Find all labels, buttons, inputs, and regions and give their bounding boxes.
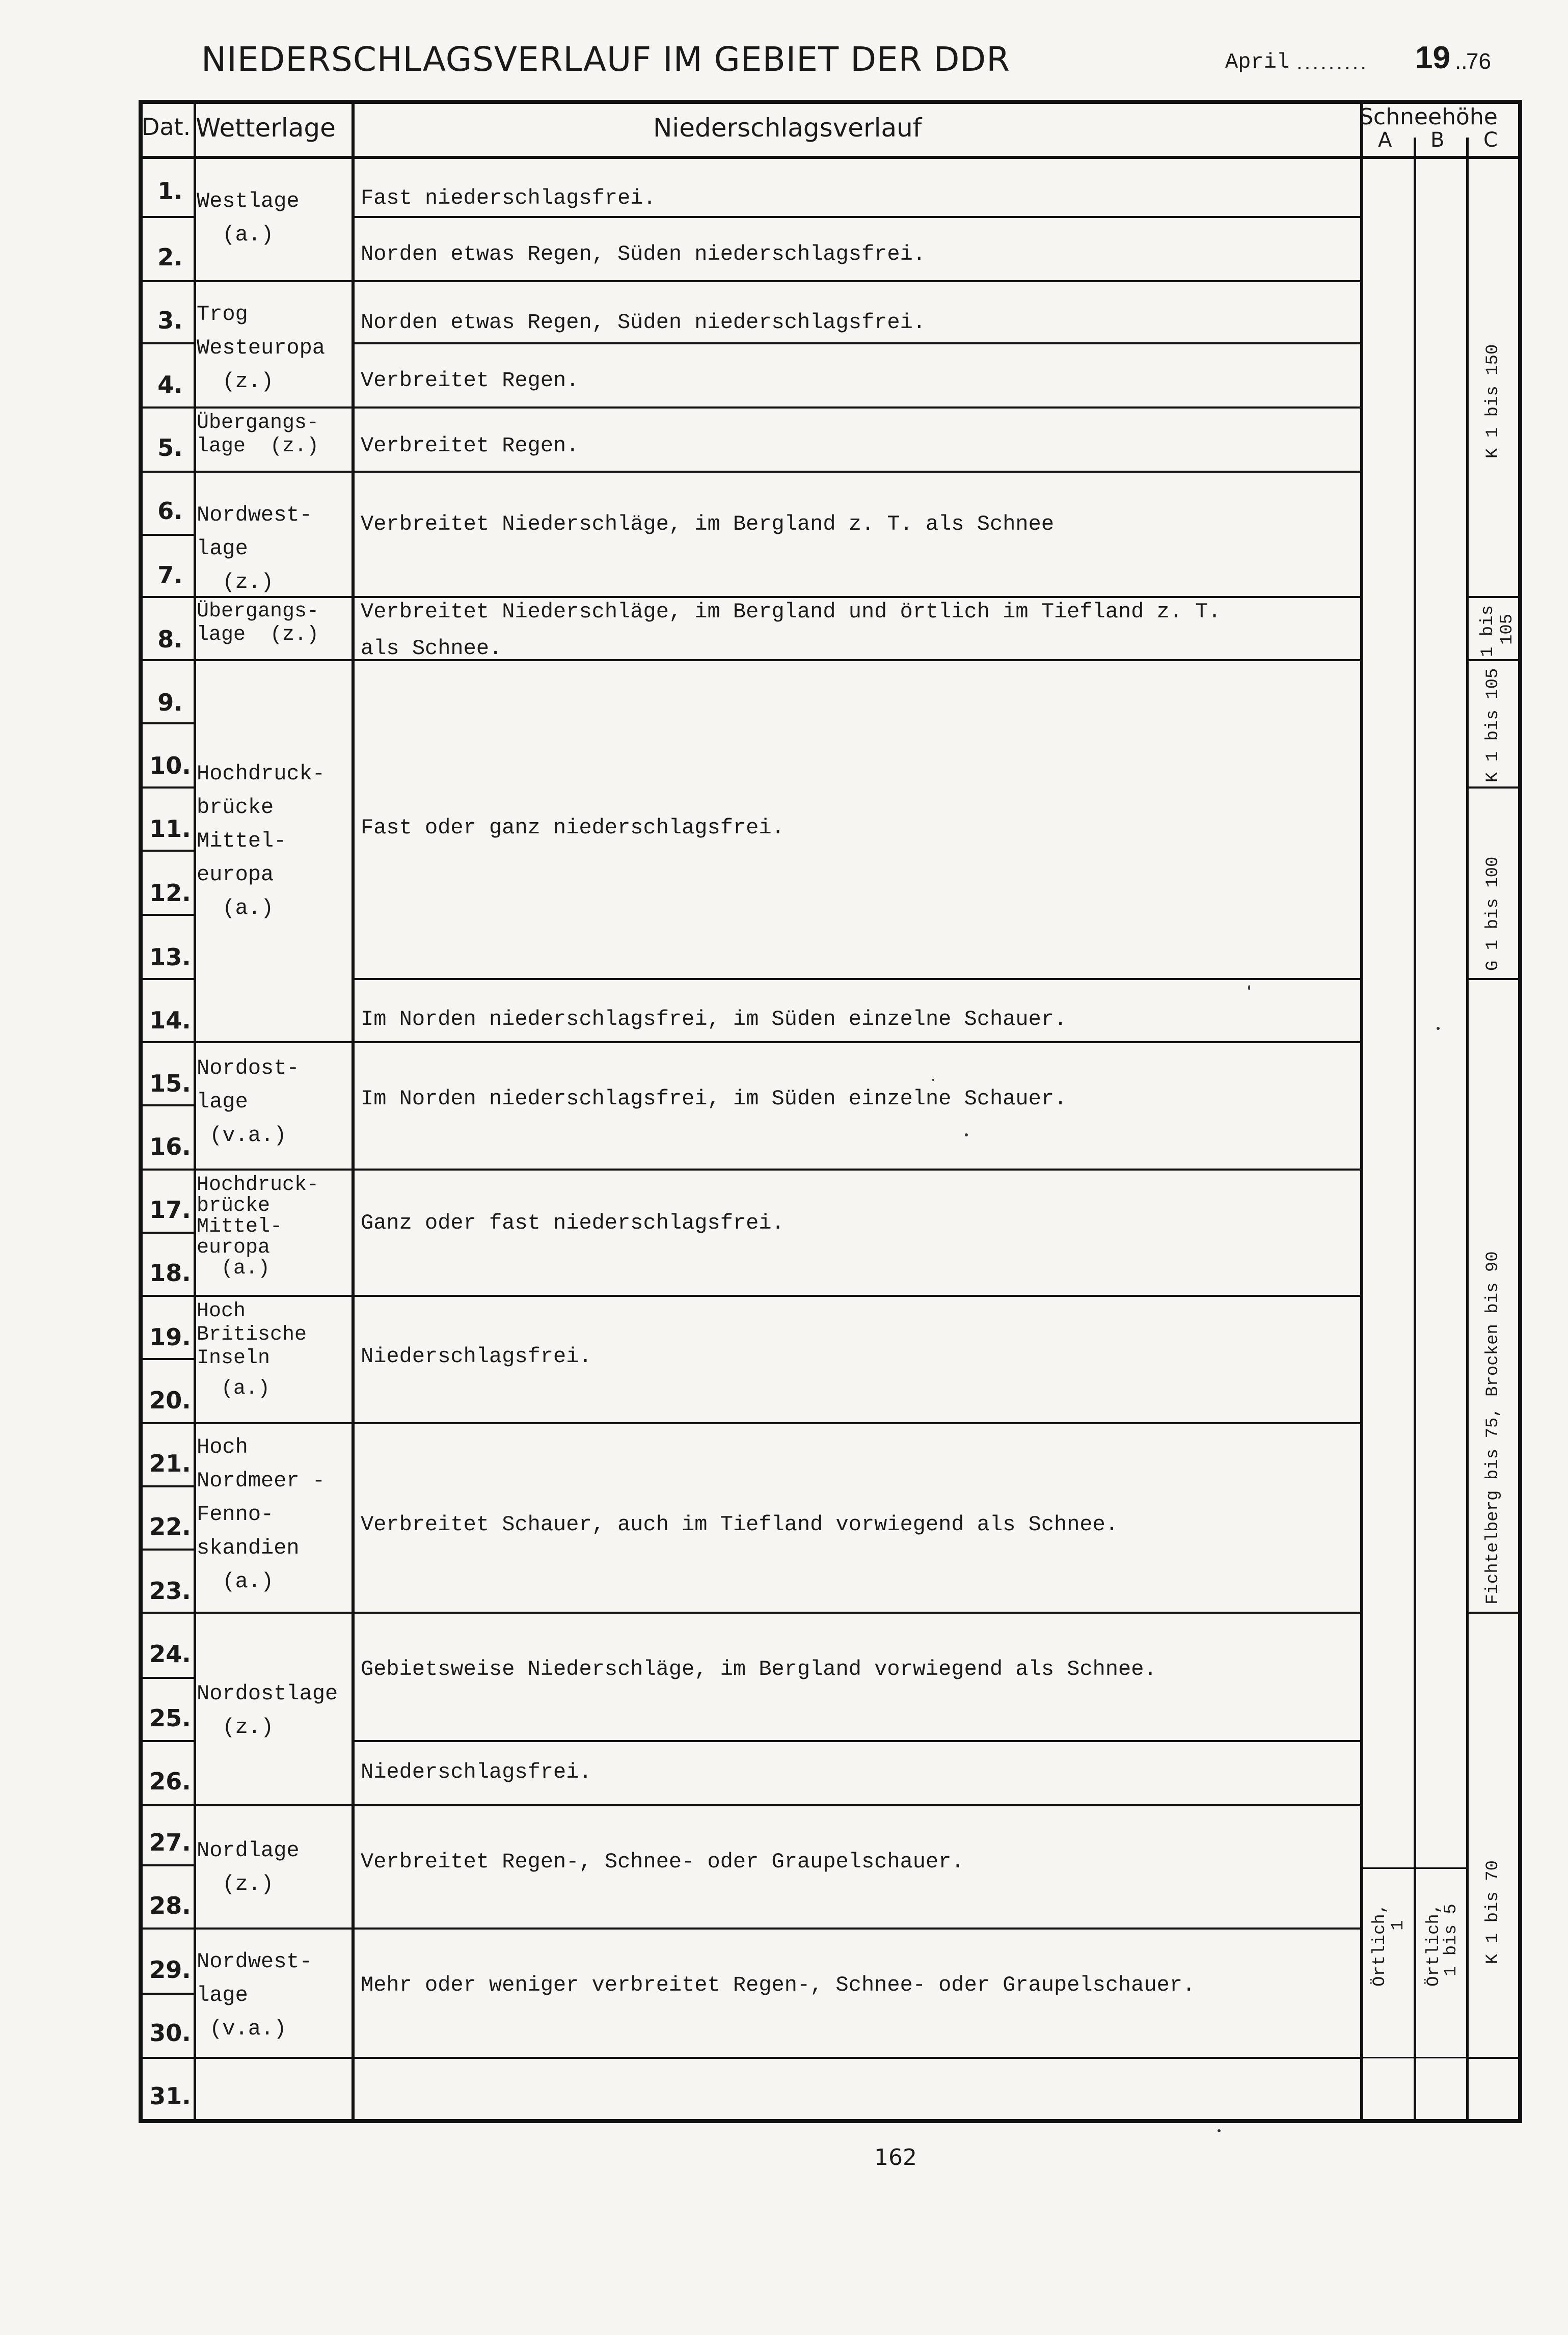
verlauf-text: Mehr oder weniger verbreitet Regen-, Schnee- oder Graupelschauer. xyxy=(361,1973,1196,1997)
header-b: B xyxy=(1430,128,1445,152)
header-verlauf: Niederschlagsverlauf xyxy=(653,113,922,143)
day-number: 30. xyxy=(149,2019,191,2047)
dat-divider xyxy=(139,342,195,344)
year-suffix: 76 xyxy=(1466,49,1491,74)
schnee-c-text: 105 xyxy=(1498,613,1517,645)
scan-speck xyxy=(1218,2129,1221,2132)
wetterlage-cell: Übergangs- lage (z.) xyxy=(197,600,319,646)
dat-divider xyxy=(139,1864,195,1866)
day-number: 14. xyxy=(149,1007,191,1034)
header-a: A xyxy=(1378,128,1392,152)
dat-divider xyxy=(139,1041,195,1043)
wetterlage-cell: Übergangs- lage (z.) xyxy=(197,412,319,458)
row-divider xyxy=(139,1169,1361,1171)
header-divider xyxy=(139,156,1522,159)
day-number: 22. xyxy=(149,1513,191,1540)
schnee-a-text: Örtlich, xyxy=(1370,1903,1390,1987)
verlauf-text: Verbreitet Niederschläge, im Bergland und örtlich im Tiefland z. T. xyxy=(361,600,1221,624)
schnee-c-divider xyxy=(1467,1612,1520,1614)
day-number: 5. xyxy=(157,434,183,461)
schnee-c-divider xyxy=(1467,659,1520,661)
wetterlage-cell: Nordwest- lage (z.) xyxy=(197,503,312,594)
day-number: 3. xyxy=(157,307,183,334)
col-line-dat xyxy=(194,100,196,2123)
dat-divider xyxy=(139,1104,195,1106)
schnee-ab-divider xyxy=(1361,2057,1467,2058)
day-number: 10. xyxy=(149,752,191,779)
dat-divider xyxy=(139,1804,195,1806)
wetterlage-cell: Hochdruck- brücke Mittel- europa (a.) xyxy=(197,1174,319,1280)
schnee-b-text: Örtlich, xyxy=(1424,1903,1444,1987)
row-divider xyxy=(139,1422,1361,1424)
day-number: 2. xyxy=(157,243,183,271)
verlauf-divider xyxy=(353,1740,1361,1742)
year-prefix: 19 xyxy=(1415,40,1450,75)
schnee-c-text: G 1 bis 100 xyxy=(1483,856,1503,971)
col-line-b xyxy=(1466,138,1469,2123)
row-divider xyxy=(139,1295,1361,1297)
wetterlage-cell: Hoch Nordmeer - Fenno- skandien (a.) xyxy=(197,1435,326,1594)
verlauf-text: Niederschlagsfrei. xyxy=(361,1760,592,1784)
dat-divider xyxy=(139,850,195,852)
verlauf-text: Verbreitet Regen-, Schnee- oder Graupelschauer. xyxy=(361,1850,964,1874)
day-number: 20. xyxy=(149,1387,191,1414)
day-number: 18. xyxy=(149,1259,191,1287)
schnee-b-text: 1 bis 5 xyxy=(1442,1904,1461,1976)
dat-divider xyxy=(139,1232,195,1234)
verlauf-text: Verbreitet Niederschläge, im Bergland z. T. als Schnee xyxy=(361,512,1055,536)
year-dots: .. xyxy=(1455,49,1468,74)
day-number: 6. xyxy=(157,497,183,525)
schnee-c-text: K 1 bis 150 xyxy=(1483,344,1503,458)
day-number: 15. xyxy=(149,1070,191,1097)
dat-divider xyxy=(139,534,195,536)
verlauf-text: Fast niederschlagsfrei. xyxy=(361,186,656,210)
verlauf-text: als Schnee. xyxy=(361,636,502,661)
page-number: 162 xyxy=(874,2144,917,2170)
day-number: 8. xyxy=(157,626,183,653)
wetterlage-cell: Westlage (a.) xyxy=(197,189,300,247)
dat-divider xyxy=(139,978,195,980)
wetterlage-cell: Nordwest- lage (v.a.) xyxy=(197,1949,312,2041)
wetterlage-cell: Nordlage (z.) xyxy=(197,1838,300,1896)
schnee-c-divider xyxy=(1467,2057,1520,2059)
verlauf-text: Norden etwas Regen, Süden niederschlagsfrei. xyxy=(361,242,926,266)
schnee-c-text: 1 bis xyxy=(1478,605,1498,657)
dat-divider xyxy=(139,914,195,916)
day-number: 4. xyxy=(157,371,183,398)
day-number: 16. xyxy=(149,1133,191,1160)
verlauf-divider xyxy=(353,978,1361,980)
col-line-verlauf xyxy=(1360,100,1363,2123)
col-line-wetterlage xyxy=(352,100,355,2123)
verlauf-text: Im Norden niederschlagsfrei, im Süden einzelne Schauer. xyxy=(361,1007,1067,1031)
schnee-c-text: K 1 bis 105 xyxy=(1483,668,1503,782)
row-divider xyxy=(139,2057,1361,2059)
verlauf-text: Im Norden niederschlagsfrei, im Süden einzelne Schauer. xyxy=(361,1087,1067,1111)
wetterlage-cell: Trog Westeuropa (z.) xyxy=(197,302,326,394)
verlauf-text: Fast oder ganz niederschlagsfrei. xyxy=(361,816,785,840)
day-number: 21. xyxy=(149,1450,191,1477)
verlauf-text: Verbreitet Schauer, auch im Tiefland vorwiegend als Schnee. xyxy=(361,1512,1119,1537)
header-wetterlage: Wetterlage xyxy=(196,113,336,143)
dat-divider xyxy=(139,216,195,218)
scan-speck xyxy=(932,1079,934,1081)
schnee-c-divider xyxy=(1467,596,1520,598)
dat-divider xyxy=(139,722,195,724)
schnee-c-text: K 1 bis 70 xyxy=(1483,1860,1503,1964)
schnee-a-text: 1 xyxy=(1389,1920,1408,1931)
day-number: 7. xyxy=(157,561,183,589)
header-schnee: Schneehöhe xyxy=(1359,104,1498,130)
verlauf-text: Gebietsweise Niederschläge, im Bergland vorwiegend als Schnee. xyxy=(361,1657,1157,1681)
header-c: C xyxy=(1483,128,1498,152)
verlauf-text: Ganz oder fast niederschlagsfrei. xyxy=(361,1211,785,1235)
wetterlage-cell: Hochdruck- brücke Mittel- europa (a.) xyxy=(197,762,326,920)
day-number: 1. xyxy=(157,177,183,205)
row-divider xyxy=(139,280,1361,282)
wetterlage-cell: Nordost- lage (v.a.) xyxy=(197,1056,300,1148)
page-title: NIEDERSCHLAGSVERLAUF IM GEBIET DER DDR xyxy=(201,40,1011,79)
day-number: 27. xyxy=(149,1829,191,1856)
schnee-ab-divider xyxy=(1361,1867,1467,1869)
verlauf-text: Norden etwas Regen, Süden niederschlagsfrei. xyxy=(361,310,926,335)
row-divider xyxy=(139,471,1361,473)
schnee-c-divider xyxy=(1467,978,1520,980)
dat-divider xyxy=(139,1485,195,1487)
header-dat: Dat. xyxy=(142,113,191,141)
day-number: 23. xyxy=(149,1577,191,1605)
row-divider xyxy=(194,1804,1361,1806)
day-number: 31. xyxy=(149,2082,191,2110)
day-number: 26. xyxy=(149,1768,191,1795)
row-divider xyxy=(139,1612,1361,1614)
col-line-a xyxy=(1414,138,1416,2123)
wetterlage-cell: Nordostlage (z.) xyxy=(197,1681,338,1740)
day-number: 13. xyxy=(149,943,191,971)
row-divider xyxy=(139,659,1361,661)
dat-divider xyxy=(139,1549,195,1551)
day-number: 17. xyxy=(149,1196,191,1224)
verlauf-text: Verbreitet Regen. xyxy=(361,433,579,458)
schnee-c-divider xyxy=(1467,786,1520,789)
schnee-c-text: Fichtelberg bis 75, Brocken bis 90 xyxy=(1483,1251,1503,1605)
day-number: 9. xyxy=(157,689,183,716)
day-number: 28. xyxy=(149,1892,191,1919)
row-divider xyxy=(139,1927,1361,1930)
day-number: 29. xyxy=(149,1956,191,1984)
dat-divider xyxy=(139,1358,195,1360)
verlauf-text: Verbreitet Regen. xyxy=(361,368,579,393)
day-number: 11. xyxy=(149,815,191,843)
day-number: 24. xyxy=(149,1640,191,1668)
day-number: 25. xyxy=(149,1704,191,1732)
row-divider xyxy=(194,1041,1361,1043)
verlauf-divider xyxy=(353,216,1361,218)
scan-speck xyxy=(965,1133,968,1136)
scan-speck xyxy=(1437,1027,1440,1030)
day-number: 12. xyxy=(149,879,191,907)
scan-speck xyxy=(1248,985,1250,990)
day-number: 19. xyxy=(149,1323,191,1351)
dat-divider xyxy=(139,1677,195,1679)
dat-divider xyxy=(139,1740,195,1742)
verlauf-text: Niederschlagsfrei. xyxy=(361,1344,592,1369)
verlauf-divider xyxy=(353,342,1361,344)
dat-divider xyxy=(139,1993,195,1995)
wetterlage-cell: Hoch Britische Inseln (a.) xyxy=(197,1300,307,1400)
row-divider xyxy=(139,406,1361,409)
month-field: April xyxy=(1225,50,1290,74)
dat-divider xyxy=(139,786,195,789)
month-dots: ......... xyxy=(1296,50,1369,74)
